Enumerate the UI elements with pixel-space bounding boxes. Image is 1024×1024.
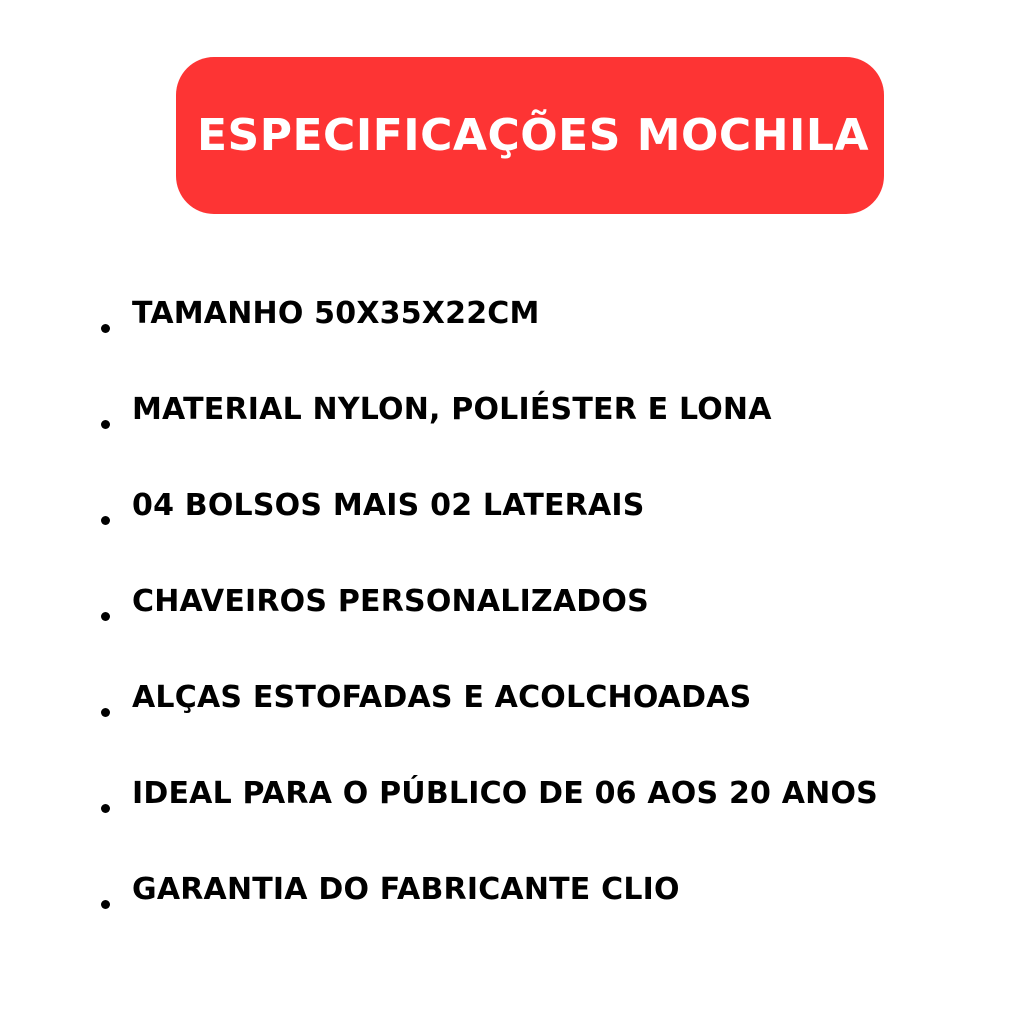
title-banner [176,57,884,214]
spec-text: IDEAL PARA O PÚBLICO DE 06 AOS 20 ANOS [132,776,878,811]
spec-text: ALÇAS ESTOFADAS E ACOLCHOADAS [132,680,752,715]
spec-text: CHAVEIROS PERSONALIZADOS [132,584,649,619]
spec-text: GARANTIA DO FABRICANTE CLIO [132,872,680,907]
spec-list [96,296,878,972]
bullet-icon [101,708,110,717]
bullet-icon [101,420,110,429]
bullet-icon [101,612,110,621]
bullet-icon [101,324,110,333]
bullet-icon [101,900,110,909]
spec-text: TAMANHO 50X35X22CM [132,296,540,331]
bullet-icon [101,804,110,813]
bullet-icon [101,516,110,525]
spec-text: 04 BOLSOS MAIS 02 LATERAIS [132,488,645,523]
spec-text: MATERIAL NYLON, POLIÉSTER E LONA [132,392,772,427]
page-title: ESPECIFICAÇÕES MOCHILA [196,110,869,161]
spec-item-warranty [96,872,878,972]
